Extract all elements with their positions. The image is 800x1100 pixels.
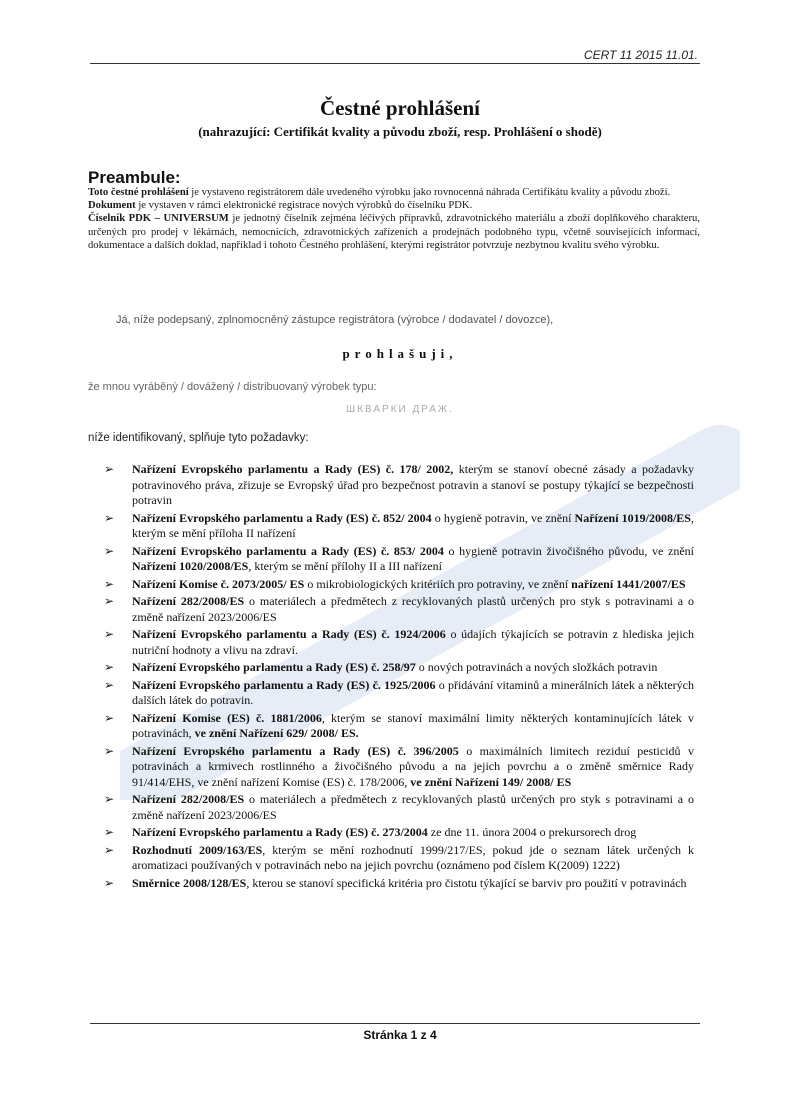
regulation-item: ➢ Nařízení Evropského parlamentu a Rady (ES) č. 396/2005 o maximálních limitech reziduí pesticidů v potravinách a krmivech rostlinného a živočišného původu a na jejich povrchu a o změně směrnice Rady 91/414/EHS, ve znění nařízení Komise (ES) č. 178/2006, ve znění Nařízení 149/ 2008/ ES (104, 743, 694, 789)
declarant-text: Já, níže podepsaný, zplnomocněný zástupce registrátora (výrobce / dodavatel / dovozce), (116, 314, 554, 326)
regulation-item: ➢ Nařízení Evropského parlamentu a Rady (ES) č. 1925/2006 o přidávání vitaminů a minerálních látek a některých dalších látek do potravin. (104, 677, 694, 707)
arrow-bullet-icon: ➢ (104, 594, 115, 608)
regulation-item: ➢ Nařízení 282/2008/ES o materiálech a předmětech z recyklovaných plastů určených pro styk s potravinami a o změně nařízení 2023/2006/ES (104, 792, 694, 822)
arrow-bullet-icon: ➢ (104, 510, 115, 525)
preamble-text (88, 186, 700, 252)
regulation-item: ➢ Nařízení Evropského parlamentu a Rady (ES) č. 852/ 2004 o hygieně potravin, ve znění Nařízení 1019/2008/ES, kterým se mění příloha II nařízení (104, 510, 694, 540)
regulation-item: ➢ Směrnice 2008/128/ES, kterou se stanoví specifická kritéria pro čistotu týkající se barviv pro použití v potravinách (104, 875, 687, 890)
requirements-intro: níže identifikovaný, splňuje tyto požadavky: (88, 432, 309, 444)
arrow-bullet-icon: ➢ (104, 875, 115, 890)
arrow-bullet-icon: ➢ (104, 743, 115, 758)
regulations-list (104, 462, 694, 893)
arrow-bullet-icon: ➢ (104, 792, 115, 806)
regulation-item: ➢ Nařízení 282/2008/ES o materiálech a předmětech z recyklovaných plastů určených pro styk s potravinami a o změně nařízení 2023/2006/ES (104, 594, 694, 624)
arrow-bullet-icon: ➢ (104, 576, 115, 591)
regulation-item: ➢ Rozhodnutí 2009/163/ES, kterým se mění rozhodnutí 1999/217/ES, pokud jde o seznam látek určených k aromatizaci používaných v potravinách nebo na jejich povrchu (oznámeno pod číslem K(2009) 1222) (104, 842, 694, 872)
regulation-item: ➢ Nařízení Evropského parlamentu a Rady (ES) č. 1924/2006 o údajích týkajících se potravin z hlediska jejich nutriční hodnoty a vlivu na zdraví. (104, 627, 695, 657)
preamble-paragraph: Dokument je vystaven v rámci elektronické registrace nových výrobků do číselníku PDK. (88, 200, 473, 212)
arrow-bullet-icon: ➢ (104, 677, 115, 692)
arrow-bullet-icon: ➢ (104, 627, 115, 641)
regulation-item: ➢ Nařízení Evropského parlamentu a Rady (ES) č. 853/ 2004 o hygieně potravin živočišného původu, ve znění Nařízení 1020/2008/ES, kterým se mění přílohy II a III nařízení (104, 543, 694, 573)
product-type-line: že mnou vyráběný / dovážený / distribuovaný výrobek typu: (88, 381, 377, 393)
regulation-item: ➢ Nařízení Evropského parlamentu a Rady (ES) č. 273/2004 ze dne 11. února 2004 o prekursorech drog (104, 825, 637, 839)
header-divider (90, 63, 700, 64)
document-code: CERT 11 2015 11.01. (583, 48, 698, 62)
document-title: Čestné prohlášení (319, 96, 481, 120)
arrow-bullet-icon: ➢ (104, 710, 115, 725)
declaration-heading: prohlašuji, (342, 346, 458, 361)
footer-divider (90, 1023, 700, 1024)
regulation-item: ➢ Nařízení Evropského parlamentu a Rady (ES) č. 258/97 o nových potravinách a nových složkách potravin (104, 660, 658, 674)
preamble-paragraph: Toto čestné prohlášení je vystaveno registrátorem dále uvedeného výrobku jako rovnocenná náhrada Certifikátu kvality a původu zboží. (88, 187, 671, 198)
regulation-item: ➢ Nařízení Evropského parlamentu a Rady (ES) č. 178/ 2002, kterým se stanoví obecné zásady a požadavky potravinového práva, zřizuje se Evropský úřad pro bezpečnost potravin a stanoví se postupy týkající se bezpečnosti potravin (104, 462, 694, 507)
product-name: ШКВАРКИ ДРАЖ. (346, 404, 454, 415)
arrow-bullet-icon: ➢ (104, 660, 115, 674)
preamble-heading: Preambule: (88, 168, 181, 187)
arrow-bullet-icon: ➢ (104, 462, 115, 476)
document-subtitle: (nahrazující: Certifikát kvality a původu zboží, resp. Prohlášení o shodě) (198, 124, 602, 139)
preamble-paragraph: Číselník PDK – UNIVERSUM je jednotný číselník zejména léčivých přípravků, zdravotnického materiálu a zboží doplňkového charakteru, určených pro prodej v lékárnách, nemocnicích, zdravotnických zařízeních a prodejnách podobného typu, včetně souvisejících informací, dokumentace a dalších doklad, například i tohoto Čestného prohlášení, kterými registrátor potvrzuje nezbytnou kvalitu svého výrobku. (88, 213, 700, 251)
arrow-bullet-icon: ➢ (104, 825, 115, 839)
arrow-bullet-icon: ➢ (104, 543, 115, 558)
arrow-bullet-icon: ➢ (104, 842, 115, 857)
regulation-item: ➢ Nařízení Komise č. 2073/2005/ ES o mikrobiologických kritériích pro potraviny, ve znění nařízení 1441/2007/ES (104, 576, 686, 591)
page-number: Stránka 1 z 4 (363, 1028, 437, 1042)
regulation-item: ➢ Nařízení Komise (ES) č. 1881/2006, kterým se stanoví maximální limity některých kontaminujících látek v potravinách, ve znění Nařízení 629/ 2008/ ES. (104, 710, 694, 740)
